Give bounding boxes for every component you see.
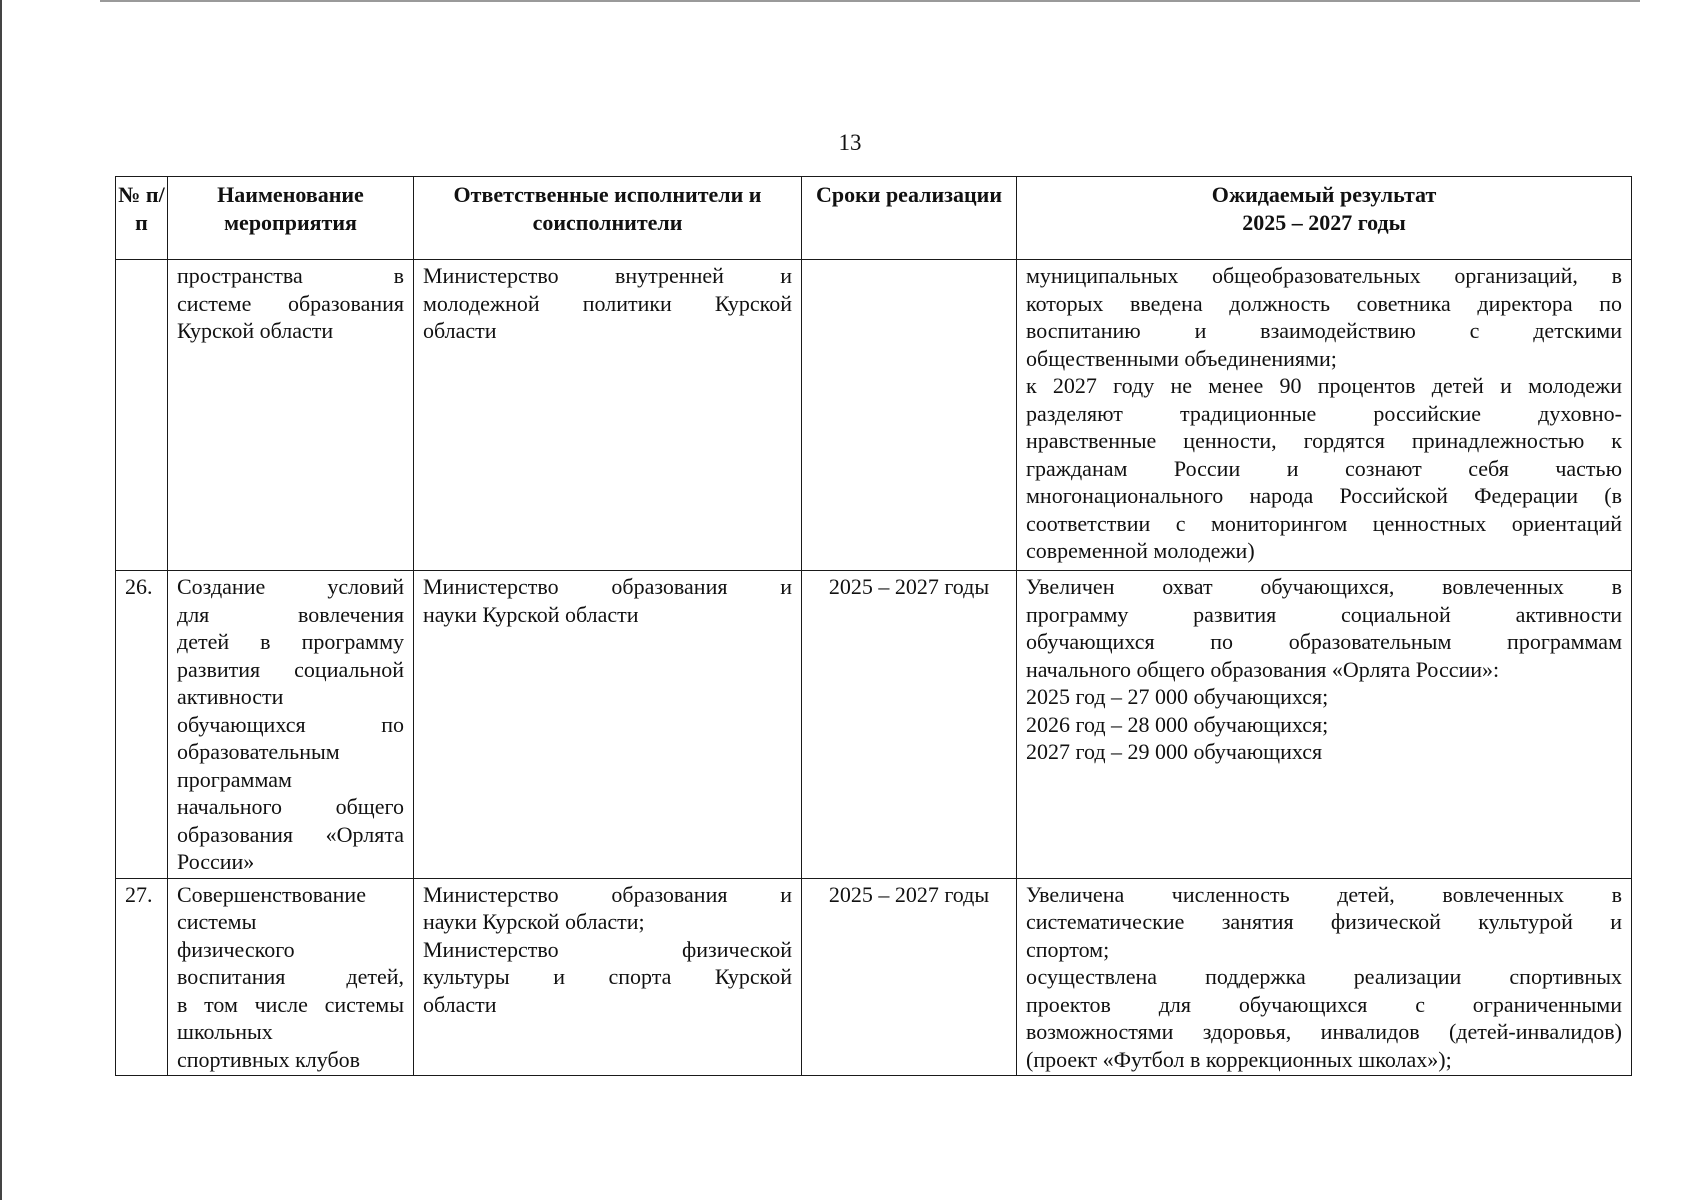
text-line: гражданам России и сознают себя частью: [1026, 455, 1622, 481]
text-line: системе образования: [177, 290, 404, 316]
text-line: области: [423, 318, 497, 343]
text-line: воспитания детей,: [177, 964, 404, 989]
scan-left-edge: [0, 0, 2, 1200]
text-line: программам: [177, 766, 292, 792]
text-line: для вовлечения: [177, 601, 404, 627]
text-line: Совершенствование: [177, 881, 366, 907]
text-line: России»: [177, 849, 255, 874]
text-line: начального общего: [177, 794, 404, 819]
text-line: 2027 год – 29 000 обучающихся: [1026, 739, 1323, 764]
row-name: [168, 260, 414, 571]
text-line: нравственные ценности, гордятся принадлежностью к: [1026, 428, 1622, 453]
text-line: (проект «Футбол в коррекционных школах»);: [1026, 1046, 1452, 1072]
table-row: [116, 260, 1632, 571]
text-line: многонационального народа Российской Федерации (в: [1026, 483, 1622, 508]
text-line: обучающихся по: [177, 711, 404, 737]
text-line: общественными объединениями;: [1026, 345, 1337, 371]
text-line: систематические занятия физической культурой и: [1026, 909, 1622, 934]
row-num: 26.: [116, 571, 168, 879]
text-line: Министерство образования и: [423, 574, 792, 599]
text-line: Курской области: [177, 318, 334, 343]
header-executors: Ответственные исполнители и соисполнители: [414, 177, 802, 260]
text-line: разделяют традиционные российские духовно-: [1026, 400, 1622, 426]
row-executors: [414, 878, 802, 1076]
row-num: 27.: [116, 878, 168, 1076]
table-row: [116, 571, 1632, 879]
text-line: современной молодежи): [1026, 538, 1255, 563]
text-line: культуры и спорта Курской: [423, 964, 792, 989]
header-name: Наименование мероприятия: [168, 177, 414, 260]
scan-top-edge: [100, 0, 1640, 2]
text-line: образования «Орлята: [177, 821, 404, 847]
text-line: области: [423, 991, 497, 1017]
text-line: науки Курской области: [423, 601, 639, 627]
text-line: Создание условий: [177, 574, 404, 599]
row-result: [1017, 571, 1632, 879]
row-name: [168, 571, 414, 879]
text-line: детей в программу: [177, 629, 404, 654]
text-line: Министерство внутренней и: [423, 263, 792, 288]
table-row: [116, 878, 1632, 1076]
text-line: спортивных клубов: [177, 1046, 361, 1072]
text-line: Министерство образования и: [423, 881, 792, 907]
text-line: науки Курской области;: [423, 909, 645, 934]
text-line: системы: [177, 909, 257, 934]
text-line: муниципальных общеобразовательных организаций, в: [1026, 263, 1622, 288]
text-line: молодежной политики Курской: [423, 290, 792, 316]
text-line: активности: [177, 684, 284, 709]
text-line: к 2027 году не менее 90 процентов детей и молодежи: [1026, 373, 1622, 398]
text-line: образовательным: [177, 739, 340, 764]
text-line: которых введена должность советника директора по: [1026, 290, 1622, 316]
text-line: Министерство физической: [423, 936, 792, 962]
text-line: воспитанию и взаимодействию с детскими: [1026, 318, 1622, 343]
text-line: 2025 год – 27 000 обучающихся;: [1026, 684, 1329, 709]
text-line: школьных: [177, 1019, 273, 1044]
header-result: [1017, 177, 1632, 260]
text-line: в том числе системы: [177, 991, 404, 1017]
row-result: [1017, 260, 1632, 571]
row-terms: 2025 – 2027 годы: [802, 878, 1017, 1076]
text-line: физического: [177, 936, 295, 962]
header-result-years: 2025 – 2027 годы: [1242, 209, 1406, 235]
row-num: [116, 260, 168, 571]
row-terms: [802, 260, 1017, 571]
text-line: соответствии с мониторингом ценностных ориентаций: [1026, 510, 1622, 536]
text-line: Увеличена численность детей, вовлеченных в: [1026, 881, 1622, 907]
header-result-title: Ожидаемый результат: [1211, 182, 1437, 207]
text-line: возможностями здоровья, инвалидов (детей-инвалидов): [1026, 1019, 1622, 1044]
text-line: Увеличен охват обучающихся, вовлеченных в: [1026, 574, 1622, 599]
text-line: спортом;: [1026, 936, 1110, 962]
row-terms: 2025 – 2027 годы: [802, 571, 1017, 879]
text-line: начального общего образования «Орлята России»:: [1026, 656, 1500, 682]
header-terms: Сроки реализации: [802, 177, 1017, 260]
page-number: 13: [838, 130, 862, 155]
text-line: программу развития социальной активности: [1026, 601, 1622, 627]
row-executors: [414, 571, 802, 879]
header-num: № п/ п: [116, 177, 168, 260]
text-line: обучающихся по образовательным программам: [1026, 629, 1622, 654]
text-line: развития социальной: [177, 656, 404, 682]
text-line: проектов для обучающихся с ограниченными: [1026, 991, 1622, 1017]
text-line: осуществлена поддержка реализации спортивных: [1026, 964, 1622, 989]
text-line: пространства в: [177, 263, 404, 288]
events-table: [115, 176, 1632, 1076]
row-executors: [414, 260, 802, 571]
row-result: [1017, 878, 1632, 1076]
row-name: [168, 878, 414, 1076]
table-header-row: [116, 177, 1632, 260]
text-line: 2026 год – 28 000 обучающихся;: [1026, 711, 1329, 737]
